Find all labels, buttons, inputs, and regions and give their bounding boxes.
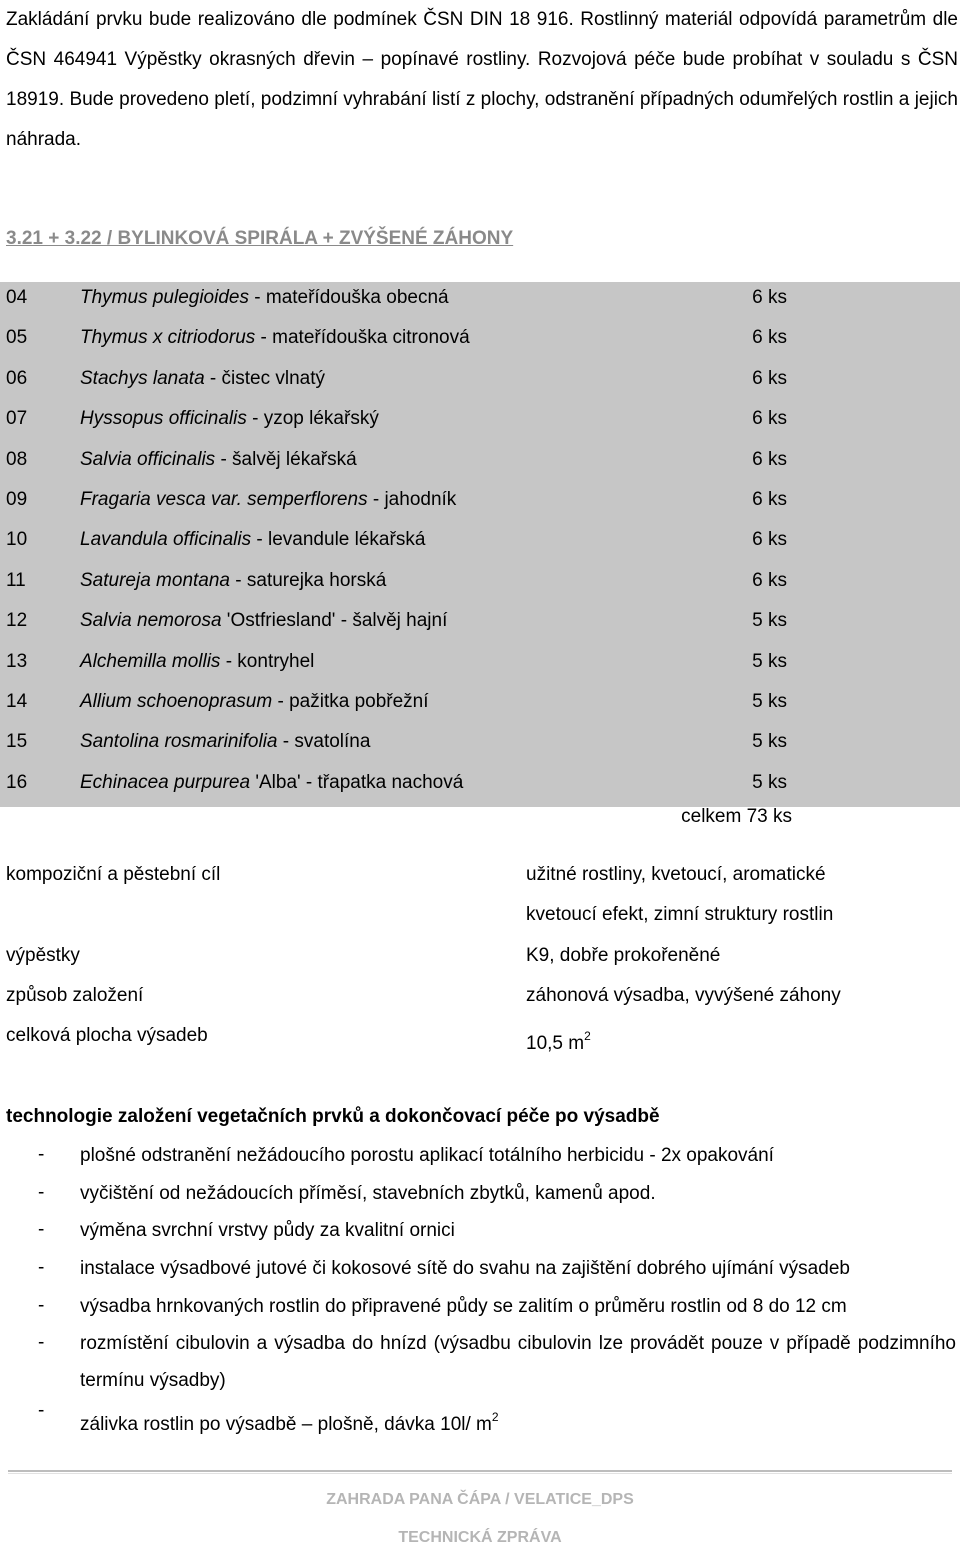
- technology-item-text: zálivka rostlin po výsadbě – plošně, dávka 10l/ m: [80, 1414, 492, 1435]
- plant-common: - svatolína: [277, 731, 371, 753]
- plant-latin: Salvia nemorosa: [80, 610, 222, 632]
- plant-number: 12: [6, 610, 28, 632]
- plant-quantity: 6 ks: [752, 408, 787, 430]
- list-dash: -: [38, 1295, 45, 1316]
- plant-latin: Allium schoenoprasum: [80, 690, 273, 712]
- plant-number: 11: [6, 569, 26, 591]
- plant-latin: Thymus pulegioides: [80, 287, 249, 308]
- plant-quantity: 5 ks: [752, 731, 787, 753]
- plant-quantity: 6 ks: [752, 488, 787, 510]
- plant-common: - kontryhel: [220, 650, 315, 672]
- plant-common: 'Ostfriesland' - šalvěj hajní: [221, 610, 448, 632]
- plant-row: [0, 322, 960, 362]
- footer-project: ZAHRADA PANA ČÁPA / VELATICE_DPS: [326, 1491, 634, 1508]
- plant-row: [0, 484, 960, 524]
- plant-number: 06: [6, 367, 28, 389]
- list-dash: -: [38, 1257, 45, 1278]
- plant-latin: Echinacea purpurea: [80, 771, 251, 793]
- plocha-exponent: 2: [584, 1029, 591, 1043]
- plant-name: [80, 769, 463, 797]
- plant-row: [0, 726, 960, 766]
- technology-item-text: rozmístění cibulovin a výsadba do hnízd (výsadbu cibulovin lze provádět pouze v případě podzimního termínu výsadby): [80, 1333, 956, 1391]
- param-label-plocha: celková plocha výsadeb: [6, 1025, 208, 1046]
- plant-number: 09: [6, 488, 28, 510]
- plant-row: [0, 605, 960, 645]
- param-label-cil: kompoziční a pěstební cíl: [6, 864, 221, 885]
- plant-name: [80, 648, 314, 676]
- plant-list: [0, 282, 960, 807]
- plant-name: [80, 365, 325, 393]
- param-value-cil-1: užitné rostliny, kvetoucí, aromatické: [526, 864, 826, 885]
- plant-latin: Thymus x citriodorus: [80, 327, 256, 349]
- footer-divider-shadow: [8, 1473, 952, 1474]
- plant-name: [80, 486, 456, 514]
- plant-row: [0, 444, 960, 484]
- plant-total: celkem 73 ks: [681, 806, 792, 827]
- plant-number: 16: [6, 771, 28, 793]
- plant-number: 08: [6, 448, 28, 470]
- plant-quantity: 6 ks: [752, 529, 787, 551]
- plant-common: - saturejka horská: [230, 569, 387, 591]
- plant-row: [0, 524, 960, 564]
- param-value-zpusob: záhonová výsadba, vyvýšené záhony: [526, 985, 841, 1006]
- param-label-zpusob: způsob založení: [6, 985, 144, 1006]
- plant-common: - čistec vlnatý: [204, 367, 326, 389]
- technology-item-text: výměna svrchní vrstvy půdy za kvalitní ornici: [80, 1220, 455, 1241]
- plant-quantity: 6 ks: [752, 367, 787, 389]
- plant-name: [80, 284, 449, 312]
- plant-latin: Alchemilla mollis: [80, 650, 221, 672]
- plant-quantity: 5 ks: [752, 610, 787, 632]
- plant-common: 'Alba' - třapatka nachová: [250, 771, 464, 793]
- list-dash: -: [38, 1332, 45, 1353]
- plant-name: [80, 324, 470, 352]
- plant-quantity: 6 ks: [752, 569, 787, 591]
- plant-common: - levandule lékařská: [251, 529, 426, 551]
- plant-row: [0, 282, 960, 322]
- plant-quantity: 5 ks: [752, 771, 787, 793]
- param-value-cil-2: kvetoucí efekt, zimní struktury rostlin: [526, 904, 834, 925]
- plant-latin: Lavandula officinalis: [80, 529, 252, 551]
- plant-latin: Hyssopus officinalis: [80, 408, 247, 430]
- technology-item-text-last: [80, 1399, 956, 1443]
- plant-row: [0, 767, 960, 807]
- plant-number: 07: [6, 408, 28, 430]
- list-dash: -: [38, 1144, 45, 1165]
- plant-common: - pažitka pobřežní: [272, 690, 429, 712]
- technology-item-text: plošné odstranění nežádoucího porostu aplikací totálního herbicidu - 2x opakování: [80, 1145, 774, 1166]
- plant-latin: Stachys lanata: [80, 367, 205, 389]
- plant-name: [80, 607, 447, 635]
- technology-item-text: výsadba hrnkovaných rostlin do připravené půdy se zalitím o průměru rostlin od 8 do 12 cm: [80, 1296, 847, 1317]
- plant-row: [0, 646, 960, 686]
- plant-row: [0, 403, 960, 443]
- plant-common: - mateřídouška citronová: [255, 327, 470, 349]
- plant-name: [80, 728, 370, 756]
- plant-quantity: 5 ks: [752, 690, 787, 712]
- plocha-number: 10,5 m: [526, 1033, 585, 1054]
- plant-number: 05: [6, 327, 28, 349]
- param-label-vypestky: výpěstky: [6, 945, 80, 966]
- technology-item-text: vyčištění od nežádoucích příměsí, stavebních zbytků, kamenů apod.: [80, 1183, 656, 1204]
- list-dash: -: [38, 1219, 45, 1240]
- plant-latin: Santolina rosmarinifolia: [80, 731, 278, 753]
- plant-row: [0, 686, 960, 726]
- plant-number: 15: [6, 731, 28, 753]
- plant-quantity: 6 ks: [752, 327, 787, 349]
- technology-title: technologie založení vegetačních prvků a dokončovací péče po výsadbě: [6, 1106, 660, 1127]
- intro-paragraph: Zakládání prvku bude realizováno dle podmínek ČSN DIN 18 916. Rostlinný materiál odpovídá parametrům dle ČSN 464941 Výpěstky okrasných dřevin – popínavé rostliny. Rozvojová péče bude probíhat v souladu s ČSN 18919. Bude provedeno pletí, podzimní vyhrabání listí z plochy, odstranění případných odumřelých rostlin a jejich náhrada.: [6, 9, 958, 150]
- plant-row: [0, 363, 960, 403]
- param-value-plocha: [526, 1022, 591, 1058]
- plant-common: - yzop lékařský: [246, 408, 379, 430]
- section-title: 3.21 + 3.22 / BYLINKOVÁ SPIRÁLA + ZVÝŠENÉ ZÁHONY: [6, 228, 514, 249]
- plant-name: [80, 688, 429, 716]
- list-dash: -: [38, 1400, 45, 1421]
- plant-latin: Fragaria vesca var. semperflorens: [80, 488, 368, 510]
- footer-divider: [8, 1470, 952, 1472]
- plant-latin: Salvia officinalis: [80, 448, 216, 470]
- footer-doc-type: TECHNICKÁ ZPRÁVA: [398, 1529, 562, 1546]
- plant-name: [80, 446, 357, 474]
- plant-name: [80, 567, 386, 595]
- plant-number: 10: [6, 529, 28, 551]
- param-value-vypestky: K9, dobře prokořeněné: [526, 945, 721, 966]
- plant-quantity: 6 ks: [752, 448, 787, 470]
- dose-exponent: 2: [491, 1410, 499, 1424]
- technology-item-text: instalace výsadbové jutové či kokosové sítě do svahu na zajištění dobrého ujímání výsadeb: [80, 1258, 850, 1279]
- plant-quantity: 5 ks: [752, 650, 787, 672]
- plant-common: - mateřídouška obecná: [248, 287, 449, 308]
- plant-quantity: 6 ks: [752, 287, 787, 308]
- list-dash: -: [38, 1182, 45, 1203]
- plant-number: 04: [6, 287, 28, 308]
- plant-name: [80, 405, 379, 433]
- plant-common: - šalvěj lékařská: [215, 448, 357, 470]
- plant-latin: Satureja montana: [80, 569, 230, 591]
- plant-row: [0, 565, 960, 605]
- plant-number: 14: [6, 690, 28, 712]
- plant-number: 13: [6, 650, 28, 672]
- plant-name: [80, 526, 425, 554]
- plant-common: - jahodník: [367, 488, 457, 510]
